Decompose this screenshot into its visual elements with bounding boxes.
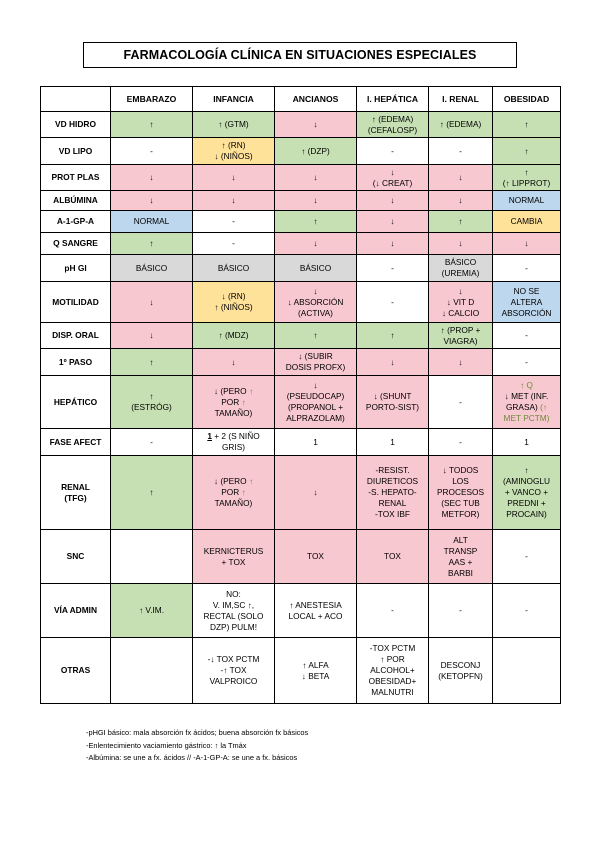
table-cell: TOX: [275, 530, 357, 584]
table-cell: -: [429, 376, 493, 429]
table-cell: -: [493, 323, 561, 349]
cell-text-segment: ↓ (PERO: [213, 385, 249, 396]
cell-text-segment: ↑: [248, 385, 254, 396]
row-header: VD LIPO: [41, 138, 111, 165]
table-cell: ↑: [111, 349, 193, 376]
table-row: [41, 191, 561, 211]
footnote: -Albúmina: se une a fx. ácidos // -A-1-GP-A: se une a fx. básicos: [86, 753, 298, 762]
table-cell: [193, 376, 275, 429]
table-cell: ↓: [275, 165, 357, 191]
cell-text-segment: ↑: [241, 487, 246, 497]
table-cell: ↑ ANESTESIA LOCAL + ACO: [275, 584, 357, 638]
table-cell: [493, 638, 561, 704]
table-row: [41, 456, 561, 530]
column-header: ANCIANOS: [275, 87, 357, 112]
table-cell: 1: [275, 429, 357, 456]
row-header: VD HIDRO: [41, 112, 111, 138]
table-cell: -: [493, 530, 561, 584]
table-cell: ↓ (↓ CREAT): [357, 165, 429, 191]
table-cell: ↓: [493, 233, 561, 255]
table-cell: ↑ V.IM.: [111, 584, 193, 638]
table-cell: ↓: [429, 233, 493, 255]
row-header: MOTILIDAD: [41, 282, 111, 323]
cell-text-segment: ↓ (PERO: [213, 476, 249, 486]
page-title: FARMACOLOGÍA CLÍNICA EN SITUACIONES ESPECIALES: [83, 42, 517, 68]
table-cell: ↑: [357, 323, 429, 349]
table-cell: ↑ (MDZ): [193, 323, 275, 349]
table-cell: ↓: [429, 349, 493, 376]
table-cell: ↓ TODOS LOS PROCESOS (SEC TUB METFOR): [429, 456, 493, 530]
row-header: A-1-GP-A: [41, 211, 111, 233]
table-cell: -TOX PCTM ↑ POR ALCOHOL+ OBESIDAD+ MALNUTRI: [357, 638, 429, 704]
table-cell: ↓: [193, 349, 275, 376]
row-header: VÍA ADMIN: [41, 584, 111, 638]
table-row: [41, 349, 561, 376]
table-cell: ↓: [275, 191, 357, 211]
table-cell: -↓ TOX PCTM -↑ TOX VALPROICO: [193, 638, 275, 704]
table-row: [41, 376, 561, 429]
column-header: EMBARAZO: [111, 87, 193, 112]
table-cell: ↑ (DZP): [275, 138, 357, 165]
table-cell: -: [429, 138, 493, 165]
pharmacology-table: [40, 86, 561, 704]
table-row: [41, 138, 561, 165]
table-cell: -: [493, 349, 561, 376]
table-row: [41, 323, 561, 349]
table-cell: ↑ (ESTRÓG): [111, 376, 193, 429]
table-cell: ↓: [193, 165, 275, 191]
table-cell: 1: [493, 429, 561, 456]
table-cell: BÁSICO: [111, 255, 193, 282]
table-row: [41, 165, 561, 191]
table-cell: 1: [357, 429, 429, 456]
table-cell: ↓ (RN) ↑ (NIÑOS): [193, 282, 275, 323]
table-cell: KERNICTERUS + TOX: [193, 530, 275, 584]
footnote: -Enlentecimiento vaciamiento gástrico: ↑ la Tmáx: [86, 740, 247, 750]
table-cell: [493, 376, 561, 429]
table-cell: ↓: [111, 323, 193, 349]
table-cell: ↓: [357, 349, 429, 376]
table-row: [41, 530, 561, 584]
cell-text-segment: 1: [207, 431, 212, 441]
table-cell: -: [493, 255, 561, 282]
row-header: pH GI: [41, 255, 111, 282]
table-cell: NO: V. IM,SC ↑, RECTAL (SOLO DZP) PULM!: [193, 584, 275, 638]
table-cell: ↑: [111, 456, 193, 530]
table-cell: ↓ ↓ VIT D ↓ CALCIO: [429, 282, 493, 323]
cell-text-segment: ↑: [248, 476, 254, 486]
header-row: [41, 87, 561, 112]
table-cell: ↓: [357, 233, 429, 255]
corner-cell: [41, 87, 111, 112]
table-cell: NO SE ALTERA ABSORCIÓN: [493, 282, 561, 323]
table-cell: TOX: [357, 530, 429, 584]
cell-text-segment: TAMAÑO): [214, 498, 253, 508]
table-cell: -: [357, 282, 429, 323]
cell-text-segment: ↑: [241, 396, 246, 407]
table-cell: -: [429, 584, 493, 638]
table-cell: CAMBIA: [493, 211, 561, 233]
table-cell: ↑ (EDEMA) (CEFALOSP): [357, 112, 429, 138]
table-cell: ↑: [493, 138, 561, 165]
table-cell: DESCONJ (KETOPFN): [429, 638, 493, 704]
cell-text-segment: ↓ MET (INF. GRASA): [504, 391, 549, 412]
cell-text-segment: TAMAÑO): [214, 407, 253, 418]
row-header: DISP. ORAL: [41, 323, 111, 349]
table-cell: ↑ (GTM): [193, 112, 275, 138]
table-cell: -: [493, 584, 561, 638]
table-row: [41, 112, 561, 138]
table-cell: ↓ ↓ ABSORCIÓN (ACTIVA): [275, 282, 357, 323]
table-cell: ALT TRANSP AAS + BARBI: [429, 530, 493, 584]
column-header: INFANCIA: [193, 87, 275, 112]
table-cell: [193, 429, 275, 456]
table-cell: -: [111, 429, 193, 456]
table-row: [41, 233, 561, 255]
table-cell: ↑ (AMINOGLU + VANCO + PREDNI + PROCAIN): [493, 456, 561, 530]
column-header: OBESIDAD: [493, 87, 561, 112]
table-cell: BÁSICO: [193, 255, 275, 282]
table-row: [41, 584, 561, 638]
table-cell: ↑ (EDEMA): [429, 112, 493, 138]
table-cell: ↓ (SHUNT PORTO-SIST): [357, 376, 429, 429]
row-header: FASE AFECT: [41, 429, 111, 456]
table-cell: [111, 638, 193, 704]
table-cell: -RESIST. DIURETICOS -S. HEPATO- RENAL -TOX IBF: [357, 456, 429, 530]
footnotes: [86, 727, 308, 765]
table-cell: ↑: [493, 112, 561, 138]
table-cell: ↑: [275, 211, 357, 233]
row-header: 1º PASO: [41, 349, 111, 376]
cell-text-segment: POR: [221, 396, 240, 407]
table-row: [41, 429, 561, 456]
table-cell: NORMAL: [493, 191, 561, 211]
table-cell: -: [193, 211, 275, 233]
table-cell: ↑ ALFA ↓ BETA: [275, 638, 357, 704]
row-header: HEPÁTICO: [41, 376, 111, 429]
table-row: [41, 282, 561, 323]
table-cell: -: [357, 138, 429, 165]
row-header: PROT PLAS: [41, 165, 111, 191]
column-header: I. RENAL: [429, 87, 493, 112]
table-row: [41, 211, 561, 233]
cell-text-segment: ↑ Q: [520, 380, 533, 390]
table-cell: ↑ (↑ LIPPROT): [493, 165, 561, 191]
table-cell: [111, 530, 193, 584]
table-cell: ↓: [111, 191, 193, 211]
table-cell: ↓: [429, 165, 493, 191]
table-cell: ↓: [275, 112, 357, 138]
row-header: OTRAS: [41, 638, 111, 704]
table-cell: ↓: [429, 191, 493, 211]
table-cell: ↓: [193, 191, 275, 211]
table-cell: ↑: [429, 211, 493, 233]
table-cell: -: [357, 584, 429, 638]
footnote: -pHGI básico: mala absorción fx ácidos; buena absorción fx básicos: [86, 728, 309, 737]
table-row: [41, 638, 561, 704]
table-cell: ↓: [111, 282, 193, 323]
cell-text-segment: + 2 (S NIÑO GRIS): [214, 431, 260, 452]
column-header: I. HEPÁTICA: [357, 87, 429, 112]
table-cell: ↑ (PROP + VIAGRA): [429, 323, 493, 349]
table-cell: -: [193, 233, 275, 255]
table-cell: ↑: [275, 323, 357, 349]
table-cell: BÁSICO: [275, 255, 357, 282]
table-cell: ↑: [111, 233, 193, 255]
table-cell: [193, 456, 275, 530]
table-cell: ↓: [111, 165, 193, 191]
table-cell: NORMAL: [111, 211, 193, 233]
table-cell: BÁSICO (UREMIA): [429, 255, 493, 282]
row-header: Q SANGRE: [41, 233, 111, 255]
row-header: SNC: [41, 530, 111, 584]
cell-text-segment: (↑ MET PCTM): [503, 402, 550, 423]
row-header: ALBÚMINA: [41, 191, 111, 211]
table-cell: ↓: [357, 191, 429, 211]
table-cell: ↓ (SUBIR DOSIS PROFX): [275, 349, 357, 376]
table-body: [41, 112, 561, 704]
table-cell: -: [429, 429, 493, 456]
cell-text-segment: POR: [221, 487, 240, 497]
table-cell: -: [111, 138, 193, 165]
table-cell: ↓ (PSEUDOCAP) (PROPANOL + ALPRAZOLAM): [275, 376, 357, 429]
table-cell: ↑: [111, 112, 193, 138]
table-row: [41, 255, 561, 282]
table-cell: -: [357, 255, 429, 282]
table-cell: ↓: [275, 456, 357, 530]
table-cell: ↓: [275, 233, 357, 255]
row-header: RENAL (TFG): [41, 456, 111, 530]
table-cell: ↓: [357, 211, 429, 233]
table-cell: ↑ (RN) ↓ (NIÑOS): [193, 138, 275, 165]
